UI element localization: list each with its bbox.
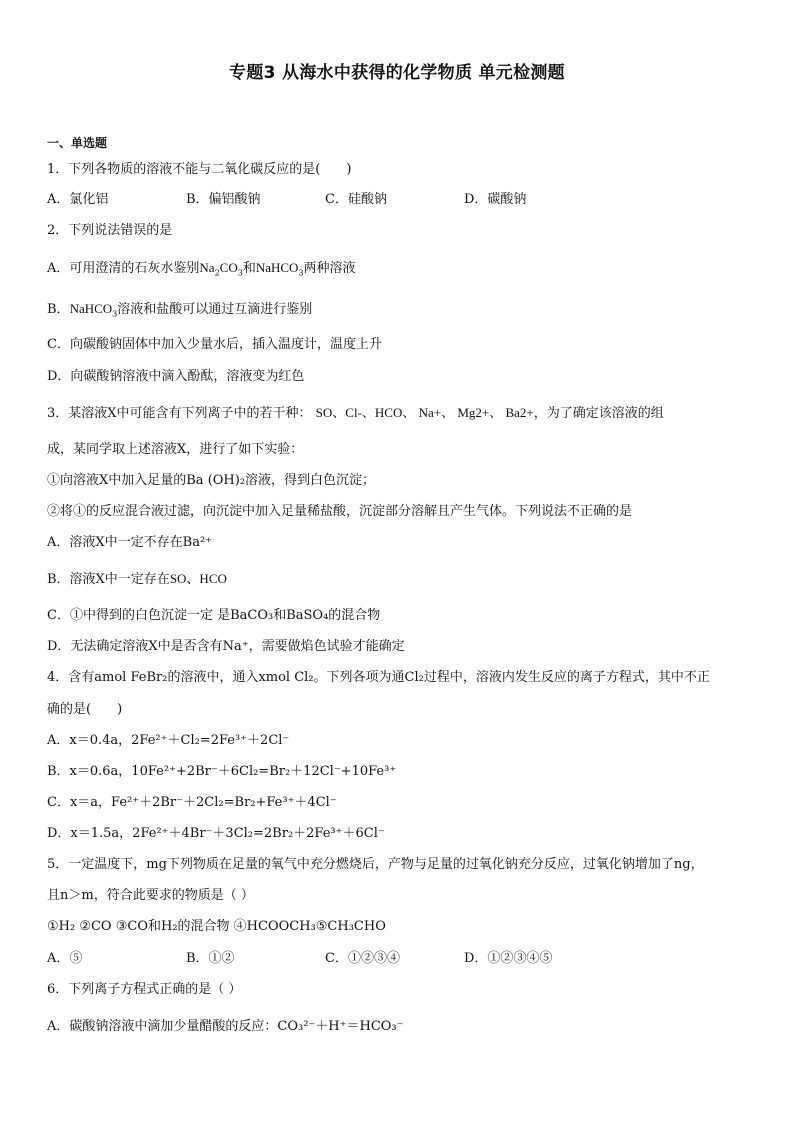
q5-option-c: C．①②③④ bbox=[325, 951, 400, 966]
q5-option-a: A．⑤ bbox=[47, 951, 83, 966]
subscript: 3 bbox=[237, 268, 243, 278]
question-2-stem: 2．下列说法错误的是 bbox=[47, 223, 173, 238]
formula: CO bbox=[219, 260, 238, 275]
text: 溶液和盐酸可以通过互滴进行鉴别 bbox=[117, 302, 313, 317]
question-3-stem bbox=[47, 405, 664, 422]
q4-option-d: D．x＝1.5a，2Fe²⁺＋4Br⁻＋3Cl₂=2Br₂＋2Fe³⁺＋6Cl⁻ bbox=[47, 826, 385, 841]
formula: NaHCO bbox=[255, 260, 299, 275]
formula: Na bbox=[199, 260, 215, 275]
q3-option-d: D．无法确定溶液X中是否含有Na⁺，需要做焰色试验才能确定 bbox=[47, 639, 405, 654]
q1-option-b: B．偏铝酸钠 bbox=[186, 192, 261, 207]
q2-option-a bbox=[47, 260, 356, 277]
text: 两种溶液 bbox=[303, 261, 356, 276]
q2-option-c: C．向碳酸钠固体中加入少量水后，插入温度计，温度上升 bbox=[47, 337, 382, 352]
q3-option-b bbox=[47, 571, 227, 588]
subscript: 3 bbox=[298, 268, 304, 278]
text: A．可用澄清的石灰水鉴别 bbox=[47, 261, 200, 276]
question-4-stem: 4．含有amol FeBr₂的溶液中，通入xmol Cl₂。下列各项为通Cl₂过程中，溶液内发生反应的离子方程式，其中不正 bbox=[47, 670, 710, 685]
section-heading: 一、单选题 bbox=[47, 136, 108, 150]
text: B． bbox=[47, 302, 70, 317]
ion-list: SO、HCO bbox=[169, 571, 227, 586]
q6-option-a: A．碳酸钠溶液中滴加少量醋酸的反应：CO₃²⁻＋H⁺＝HCO₃⁻ bbox=[47, 1019, 404, 1034]
text: ，为了确定该溶液的组 bbox=[533, 406, 664, 421]
q3-option-c: C．①中得到的白色沉淀一定 是BaCO₃和BaSO₄的混合物 bbox=[47, 608, 381, 623]
ion-list: SO、Cl-、HCO、 Na+、 Mg2+、 Ba2+ bbox=[315, 405, 534, 420]
q3-option-a: A．溶液X中一定不存在Ba²⁺ bbox=[47, 535, 213, 550]
text: 3．某溶液X中可能含有下列离子中的若干种： bbox=[47, 406, 312, 421]
q5-option-b: B．①② bbox=[186, 951, 235, 966]
document-title: 专题3 从海水中获得的化学物质 单元检测题 bbox=[229, 63, 565, 83]
q5-items: ①H₂ ②CO ③CO和H₂的混合物 ④HCOOCH₃⑤CH₃CHO bbox=[47, 919, 386, 934]
question-3-stem-cont: 成，某同学取上述溶液X，进行了如下实验： bbox=[47, 442, 304, 457]
question-1-stem: 1．下列各物质的溶液不能与二氧化碳反应的是( ) bbox=[47, 162, 352, 177]
q4-option-a: A．x＝0.4a，2Fe²⁺＋Cl₂=2Fe³⁺＋2Cl⁻ bbox=[47, 733, 290, 748]
formula: NaHCO bbox=[69, 301, 113, 316]
q1-option-a: A．氯化铝 bbox=[47, 192, 109, 207]
q1-option-c: C．硅酸钠 bbox=[325, 192, 387, 207]
text: B．溶液X中一定存在 bbox=[47, 572, 170, 587]
q3-step-2: ②将①的反应混合液过滤，向沉淀中加入足量稀盐酸，沉淀部分溶解且产生气体。下列说法不正确的是 bbox=[47, 504, 633, 519]
question-5-stem: 5．一定温度下，mg下列物质在足量的氧气中充分燃烧后，产物与足量的过氧化钠充分反应，过氧化钠增加了ng， bbox=[47, 857, 704, 872]
q4-option-c: C．x＝a，Fe²⁺＋2Br⁻＋2Cl₂=Br₂+Fe³⁺＋4Cl⁻ bbox=[47, 795, 337, 810]
question-6-stem: 6．下列离子方程式正确的是（ ） bbox=[47, 982, 242, 997]
q5-option-d: D．①②③④⑤ bbox=[464, 951, 553, 966]
subscript: 3 bbox=[112, 309, 118, 319]
q2-option-b bbox=[47, 301, 312, 318]
q2-option-d: D．向碳酸钠溶液中滴入酚酞，溶液变为红色 bbox=[47, 369, 305, 384]
question-5-stem-cont: 且n＞m，符合此要求的物质是（ ） bbox=[47, 888, 254, 903]
text: 和 bbox=[242, 261, 256, 276]
q1-option-d: D．碳酸钠 bbox=[464, 192, 527, 207]
q3-step-1: ①向溶液X中加入足量的Ba (OH)₂溶液，得到白色沉淀； bbox=[47, 473, 376, 488]
question-4-stem-cont: 确的是( ) bbox=[47, 702, 123, 717]
q4-option-b: B．x＝0.6a，10Fe²⁺+2Br⁻＋6Cl₂=Br₂＋12Cl⁻+10Fe³⁺ bbox=[47, 764, 397, 779]
subscript: 2 bbox=[214, 268, 220, 278]
